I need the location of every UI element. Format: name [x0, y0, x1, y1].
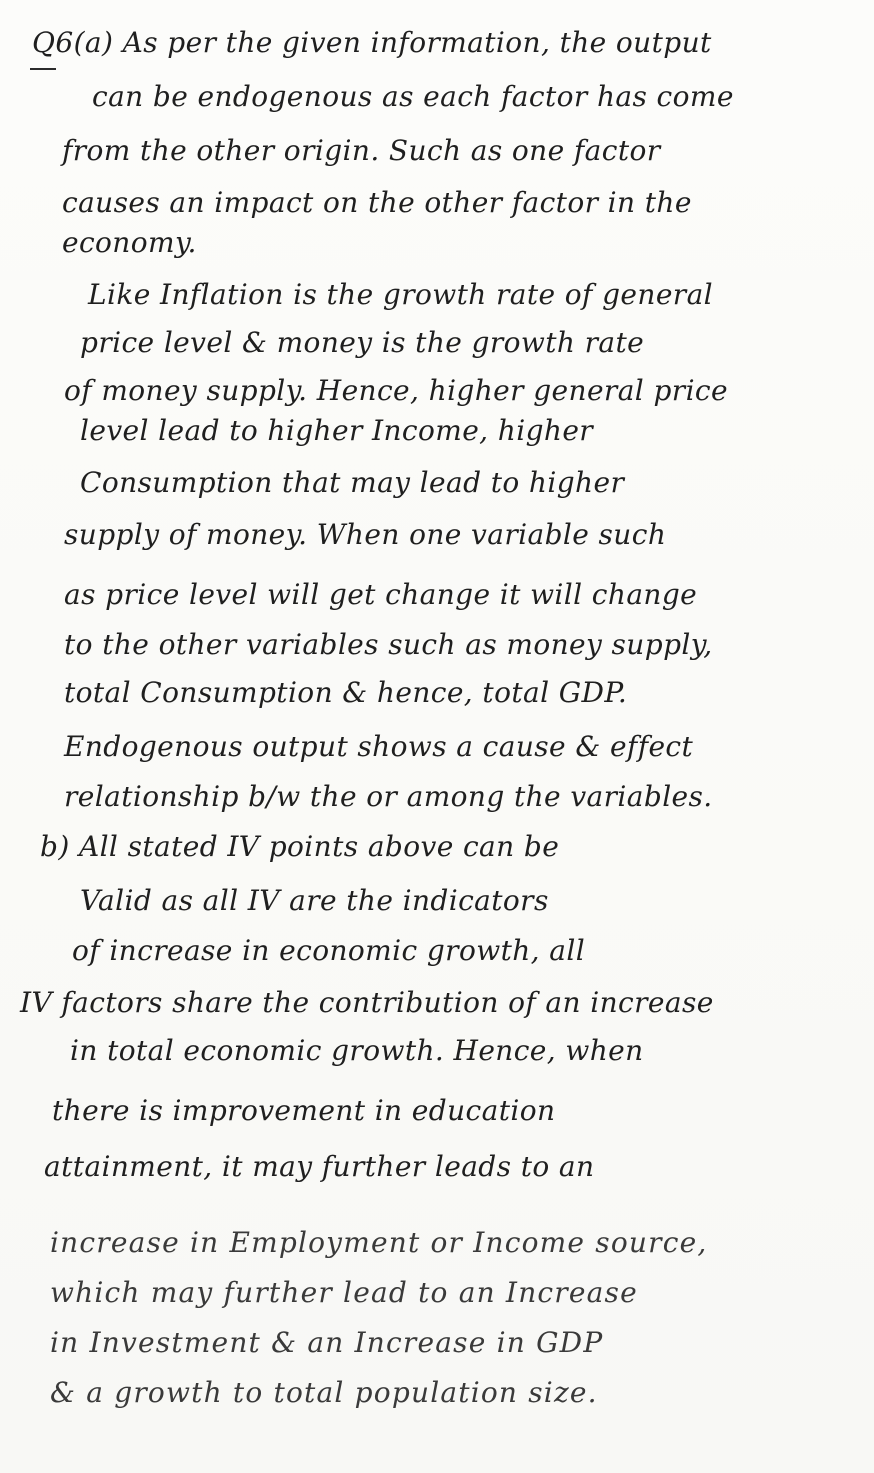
text-line: b) All stated IV points above can be — [40, 830, 560, 863]
text-line: total Consumption & hence, total GDP. — [64, 676, 628, 709]
text-line: Q6(a) As per the given information, the output — [32, 26, 712, 59]
question-number-underline — [30, 68, 56, 70]
text-line: increase in Employment or Income source, — [50, 1226, 708, 1259]
text-line: from the other origin. Such as one factor — [62, 134, 661, 167]
text-line: IV factors share the contribution of an increase — [20, 986, 714, 1019]
text-line: Valid as all IV are the indicators — [80, 884, 549, 917]
text-line: supply of money. When one variable such — [64, 518, 667, 551]
text-line: economy. — [62, 226, 197, 259]
text-line: in total economic growth. Hence, when — [70, 1034, 644, 1067]
text-line: which may further lead to an Increase — [50, 1276, 638, 1309]
text-line: level lead to higher Income, higher — [80, 414, 594, 447]
text-line: can be endogenous as each factor has come — [92, 80, 734, 113]
text-line: of increase in economic growth, all — [72, 934, 586, 967]
text-line: in Investment & an Increase in GDP — [50, 1326, 604, 1359]
text-line: attainment, it may further leads to an — [44, 1150, 595, 1183]
text-line: relationship b/w the or among the variables. — [64, 780, 713, 813]
text-line: price level & money is the growth rate — [80, 326, 645, 359]
text-line: as price level will get change it will change — [64, 578, 698, 611]
text-line: Consumption that may lead to higher — [80, 466, 625, 499]
text-line: there is improvement in education — [52, 1094, 556, 1127]
text-line: of money supply. Hence, higher general price — [64, 374, 728, 407]
text-line: to the other variables such as money supply, — [64, 628, 713, 661]
text-line: Endogenous output shows a cause & effect — [64, 730, 694, 763]
text-line: causes an impact on the other factor in the — [62, 186, 692, 219]
text-line: Like Inflation is the growth rate of general — [88, 278, 714, 311]
text-line: & a growth to total population size. — [50, 1376, 598, 1409]
